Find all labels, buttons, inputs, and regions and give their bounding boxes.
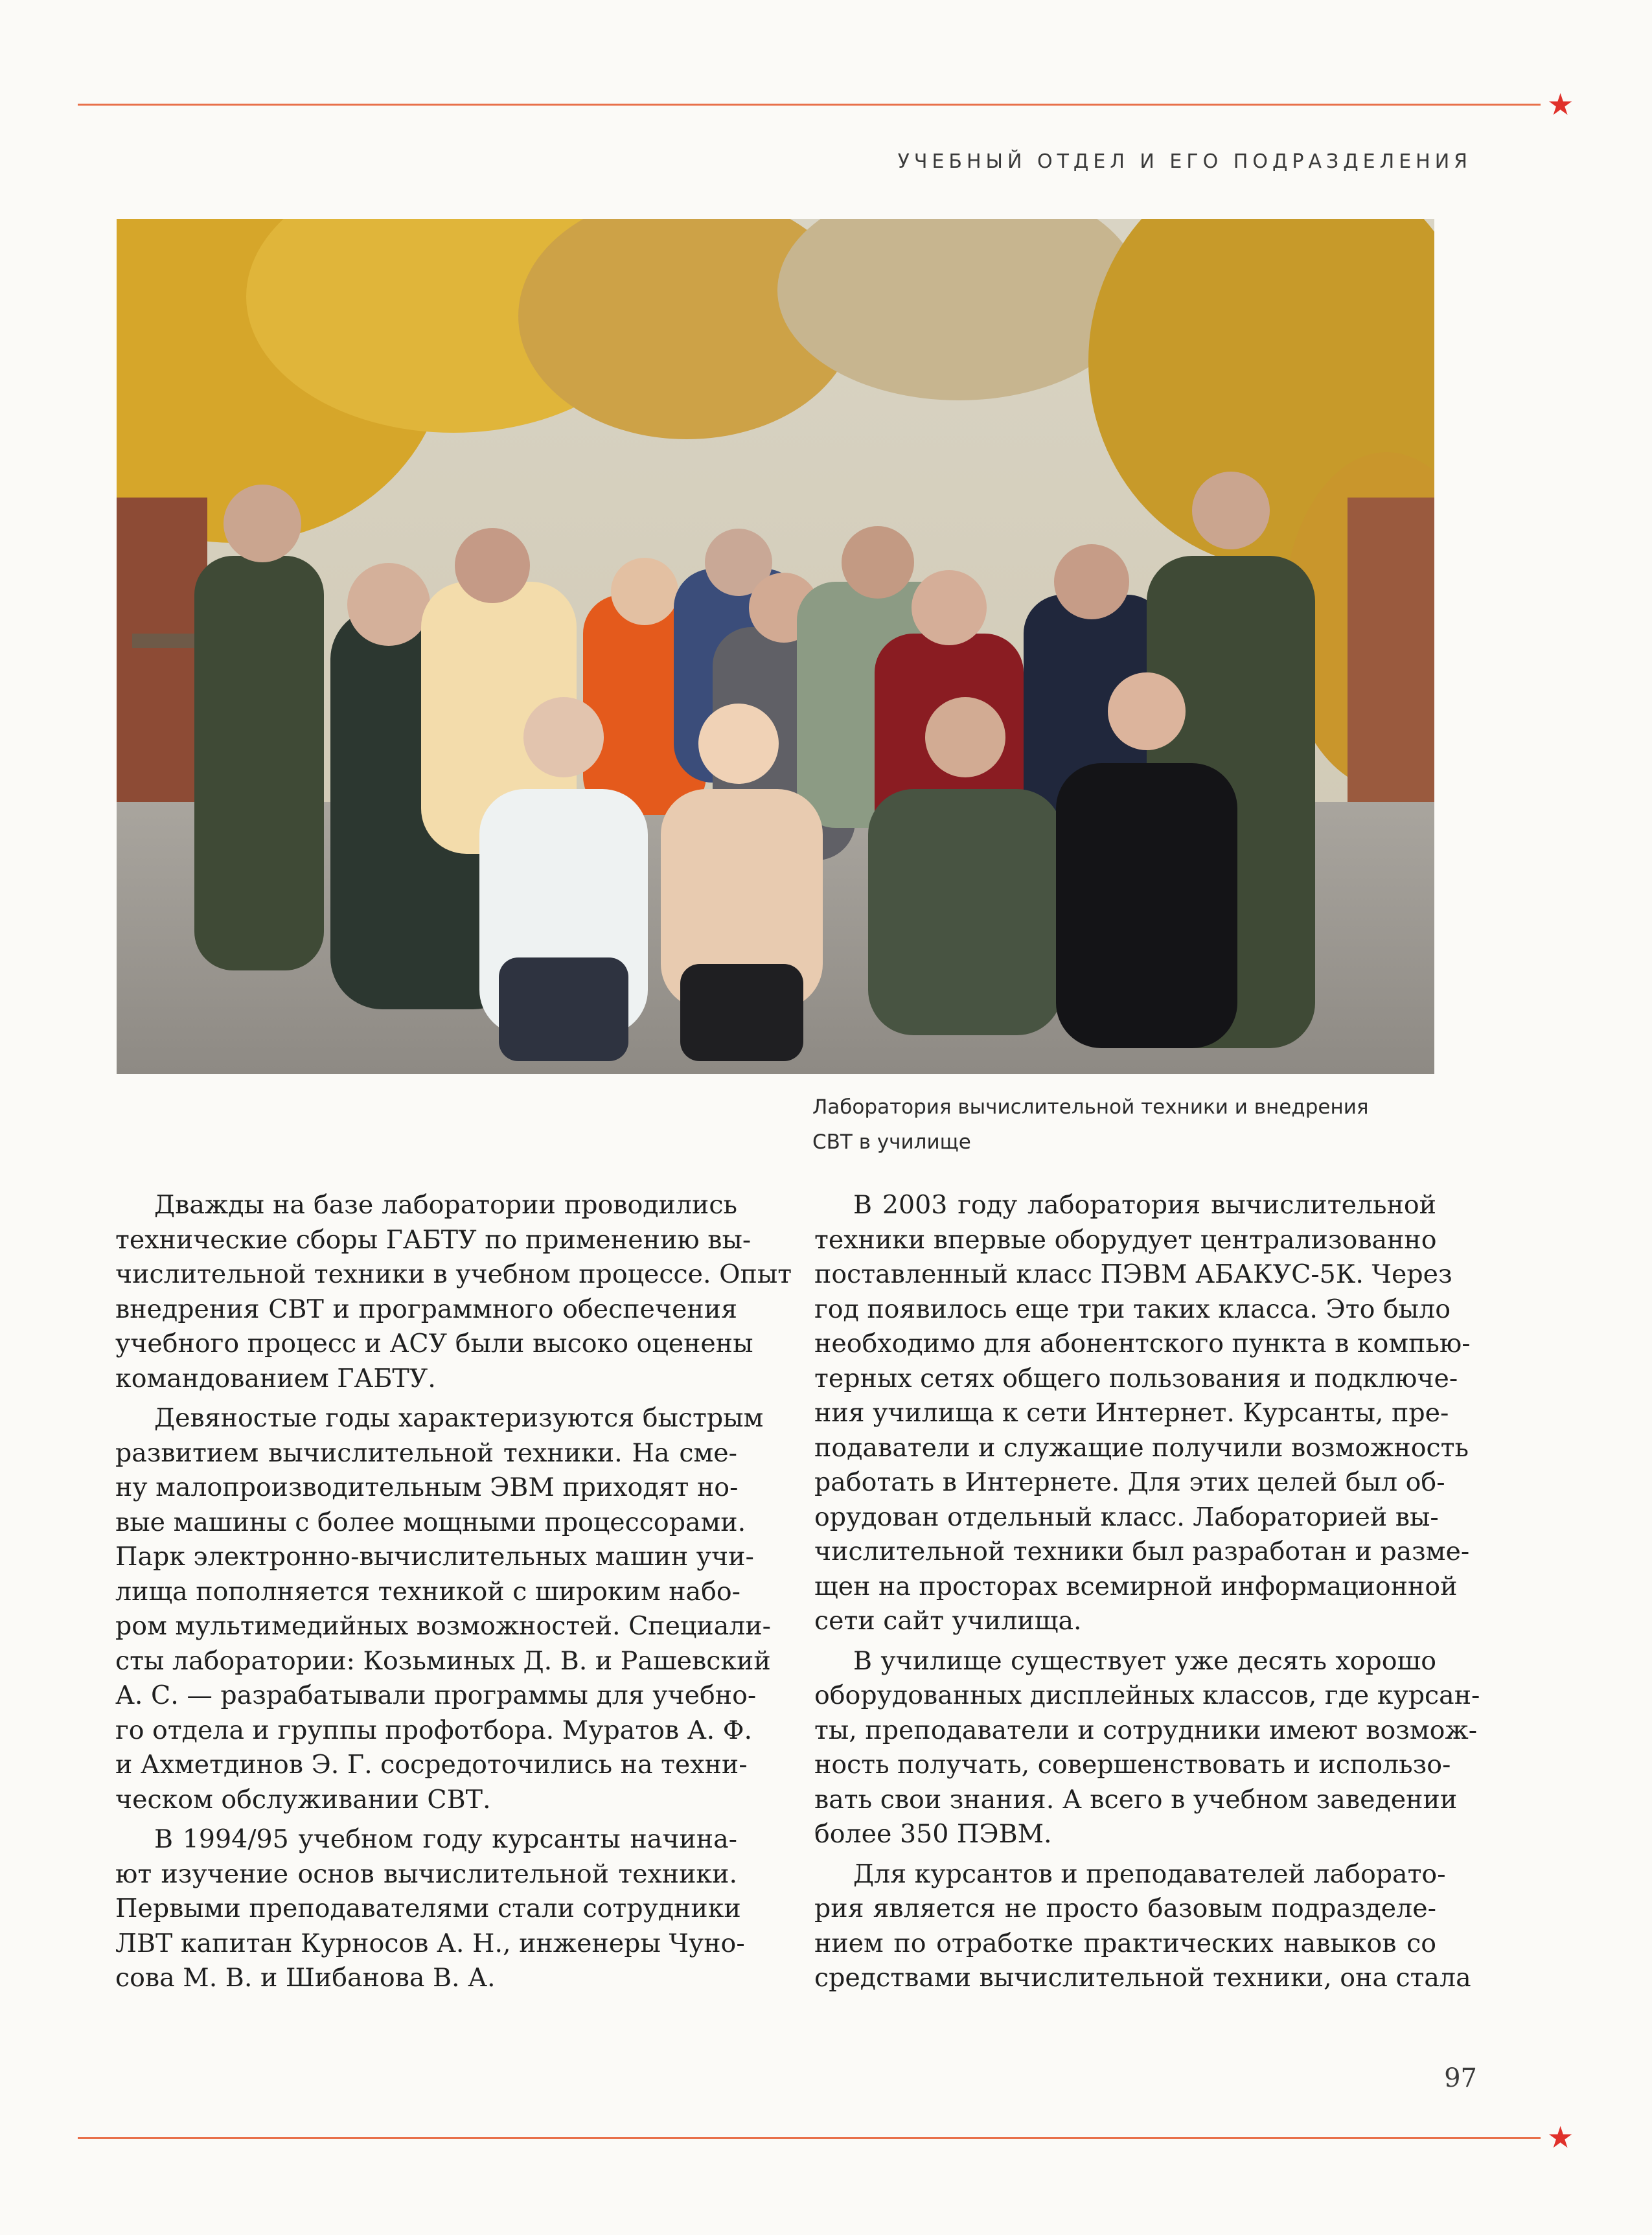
text-line: В 2003 году лаборатория вычислительной	[853, 1190, 1436, 1220]
group-photo-illustration	[117, 219, 1434, 1074]
text-line: нием по отработке практических навыков со	[814, 1928, 1436, 1958]
text-line: оборудованных дисплейных классов, где курсан-	[814, 1680, 1480, 1710]
text-line: щен на просторах всемирной информационной	[814, 1571, 1458, 1601]
star-icon: ★	[1547, 2120, 1574, 2155]
text-line: Парк электронно-вычислительных машин учи-	[115, 1542, 754, 1572]
text-line: В 1994/95 учебном году курсанты начина-	[154, 1824, 737, 1854]
text-line: числительной техники в учебном процессе. Опыт	[115, 1259, 792, 1289]
text-line: вые машины с более мощными процессорами.	[115, 1507, 746, 1537]
text-line: и Ахметдинов Э. Г. сосредоточились на техни-	[115, 1750, 748, 1780]
text-line: сети сайт училища.	[814, 1606, 1082, 1636]
text-line: А. С. — разрабатывали программы для учебно-	[115, 1680, 757, 1710]
text-line: подаватели и служащие получили возможность	[814, 1432, 1469, 1463]
running-head: УЧЕБНЫЙ ОТДЕЛ И ЕГО ПОДРАЗДЕЛЕНИЯ	[897, 150, 1472, 173]
text-line: необходимо для абонентского пункта в компью-	[814, 1329, 1471, 1358]
text-line: числительной техники был разработан и разме-	[814, 1537, 1470, 1566]
text-line: учебного процесс и АСУ были высоко оценены	[115, 1329, 753, 1358]
text-line: лища пополняется техникой с широким набо-	[115, 1576, 741, 1607]
text-line: ты, преподаватели и сотрудники имеют возмож-	[814, 1715, 1478, 1745]
text-line: ность получать, совершенствовать и использо-	[814, 1750, 1451, 1780]
text-line: ют изучение основ вычислительной техники.	[115, 1859, 737, 1889]
text-line: орудован отдельный класс. Лабораторией вы-	[814, 1502, 1439, 1532]
left-column	[115, 1188, 792, 1996]
text-line: терных сетях общего пользования и подключе-	[814, 1363, 1458, 1393]
text-line: год появилось еще три таких класса. Это было	[814, 1294, 1451, 1324]
caption-line: Лаборатория вычислительной техники и внедрения	[812, 1095, 1369, 1119]
text-line: внедрения СВТ и программного обеспечения	[115, 1294, 737, 1324]
text-line: развитием вычислительной техники. На сме-	[115, 1438, 737, 1468]
text-line: В училище существует уже десять хорошо	[853, 1645, 1436, 1676]
page-number: 97	[1444, 2063, 1477, 2093]
text-line: ром мультимедийных возможностей. Специали-	[115, 1611, 772, 1641]
text-line: более 350 ПЭВМ.	[814, 1819, 1052, 1849]
caption-line: СВТ в училище	[812, 1130, 971, 1154]
text-line: средствами вычислительной техники, она стала	[814, 1963, 1471, 1993]
text-line: поставленный класс ПЭВМ АБАКУС-5К. Через	[814, 1259, 1452, 1289]
top-rule	[78, 104, 1541, 106]
text-line: техники впервые оборудует централизованно	[814, 1224, 1437, 1255]
text-line: технические сборы ГАБТУ по применению вы-	[115, 1224, 751, 1255]
text-line: ну малопроизводительным ЭВМ приходят но-	[115, 1473, 739, 1502]
text-line: командованием ГАБТУ.	[115, 1363, 436, 1393]
star-icon: ★	[1547, 87, 1574, 122]
bottom-rule	[78, 2137, 1541, 2139]
text-line: ЛВТ капитан Курносов А. Н., инженеры Чуно-	[115, 1928, 745, 1958]
text-line: рия является не просто базовым подразделе-	[814, 1894, 1436, 1923]
text-line: Дважды на базе лаборатории проводились	[154, 1190, 737, 1220]
text-line: сты лаборатории: Козьминых Д. В. и Рашевский	[115, 1645, 771, 1676]
photo-caption	[812, 1090, 1434, 1160]
text-line: сова М. В. и Шибанова В. А.	[115, 1963, 496, 1993]
text-line: Для курсантов и преподавателей лаборато-	[853, 1859, 1446, 1889]
text-line: работать в Интернете. Для этих целей был об-	[814, 1467, 1445, 1497]
text-line: го отдела и группы профотбора. Муратов А. Ф.	[115, 1715, 753, 1745]
text-line: вать свои знания. А всего в учебном заведении	[814, 1784, 1458, 1815]
text-line: ческом обслуживании СВТ.	[115, 1784, 491, 1815]
text-line: Девяностые годы характеризуются быстрым	[154, 1403, 764, 1433]
text-line: Первыми преподавателями стали сотрудники	[115, 1894, 741, 1923]
text-line: ния училища к сети Интернет. Курсанты, пре-	[814, 1398, 1449, 1428]
right-column	[814, 1188, 1480, 1996]
group-photo	[117, 219, 1434, 1074]
